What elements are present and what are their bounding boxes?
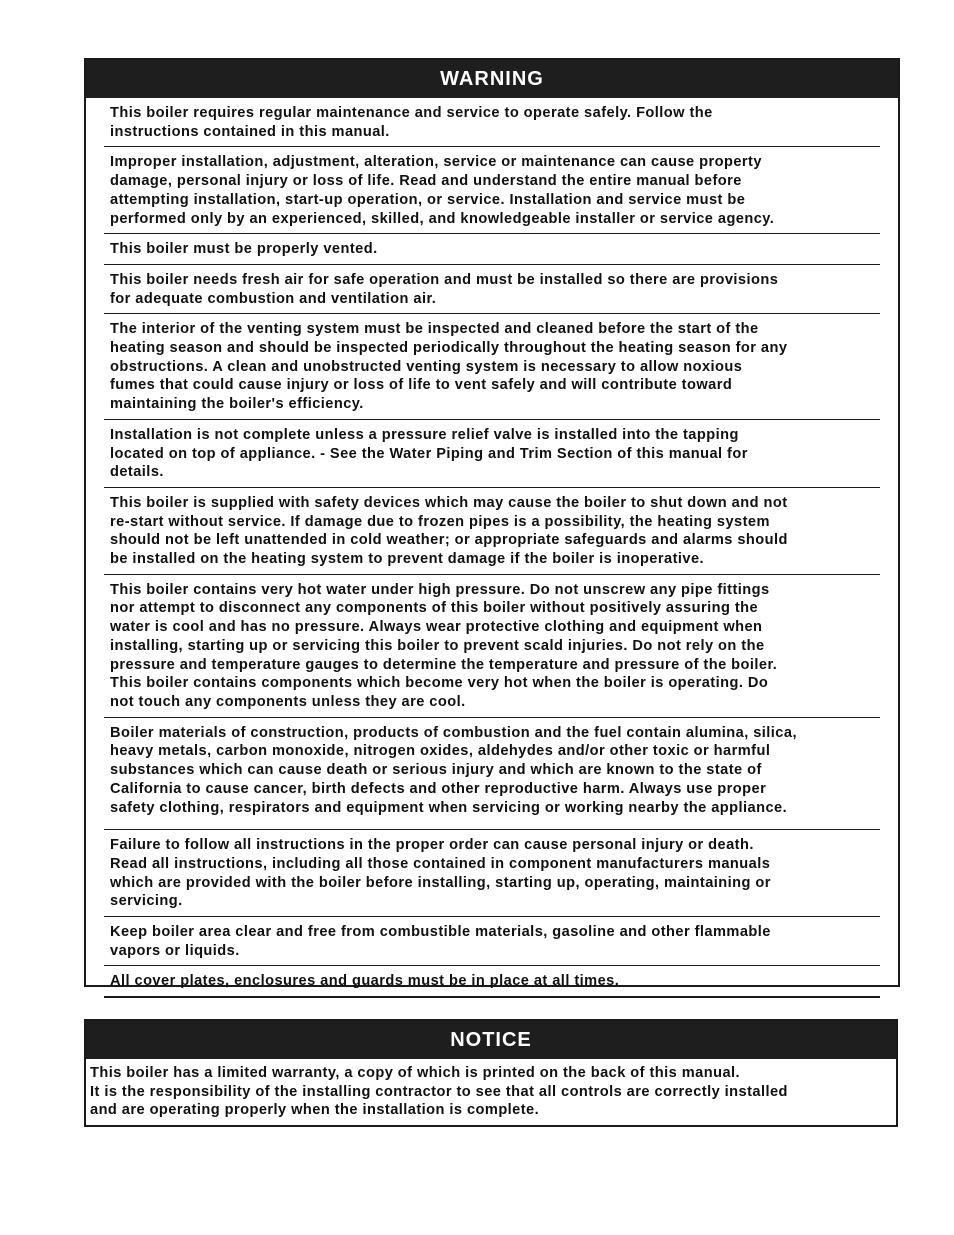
notice-title: NOTICE (86, 1021, 896, 1059)
warning-item-improper-installation: Improper installation, adjustment, alteration, service or maintenance can cause property damage, personal injury or loss of life. Read and understand the entire manual before attempting installation, start-up operation, or service. Installation and service must be performed only by an experienced, skilled, and knowledgeable installer or service agency. (104, 147, 880, 234)
warning-box (84, 58, 900, 990)
warning-item-fresh-air: This boiler needs fresh air for safe operation and must be installed so there are provisions for adequate combustion and ventilation air. (104, 265, 880, 314)
warning-title: WARNING (86, 60, 898, 98)
warning-item-combustibles: Keep boiler area clear and free from combustible materials, gasoline and other flammable vapors or liquids. (104, 917, 880, 966)
warning-item-follow-instructions: Failure to follow all instructions in the proper order can cause personal injury or death. Read all instructions, including all those contained in component manufacturers manuals which are provided with the boiler before installing, starting up, operating, maintaining or servicing. (104, 830, 880, 917)
warning-item-materials: Boiler materials of construction, products of combustion and the fuel contain alumina, silica, heavy metals, carbon monoxide, nitrogen oxides, aldehydes and/or other toxic or harmful substances which can cause death or serious injury and which are known to the state of California to cause cancer, birth defects and other reproductive harm. Always use proper safety clothing, respirators and equipment when servicing or working nearby the appliance. (104, 718, 880, 831)
warning-item-safety-devices: This boiler is supplied with safety devices which may cause the boiler to shut down and not re-start without service. If damage due to frozen pipes is a possibility, the heating system should not be left unattended in cold weather; or appropriate safeguards and alarms should be installed on the heating system to prevent damage if the boiler is inoperative. (104, 488, 880, 575)
notice-text: This boiler has a limited warranty, a copy of which is printed on the back of this manual. It is the responsibility of the installing contractor to see that all controls are correctly installed and are operating properly when the installation is complete. (90, 1065, 788, 1119)
warning-item-venting-inspection: The interior of the venting system must be inspected and cleaned before the start of the heating season and should be inspected periodically throughout the heating season for any obstructions. A clean and unobstructed venting system is necessary to allow noxious fumes that could cause injury or loss of life to vent safely and will contribute toward maintaining the boiler's efficiency. (104, 314, 880, 420)
warning-item-cover-plates: All cover plates, enclosures and guards must be in place at all times. (104, 966, 880, 998)
warning-item-venting: This boiler must be properly vented. (104, 234, 880, 265)
notice-box (84, 1019, 898, 1127)
warning-item-relief-valve: Installation is not complete unless a pressure relief valve is installed into the tapping located on top of appliance. - See the Water Piping and Trim Section of this manual for details. (104, 420, 880, 488)
warning-items (104, 98, 880, 998)
warning-item-maintenance: This boiler requires regular maintenance and service to operate safely. Follow the instructions contained in this manual. (104, 98, 880, 147)
warning-item-hot-water: This boiler contains very hot water under high pressure. Do not unscrew any pipe fittings nor attempt to disconnect any components of this boiler without positively assuring the water is cool and has no pressure. Always wear protective clothing and equipment when installing, starting up or servicing this boiler to prevent scald injuries. Do not rely on the pressure and temperature gauges to determine the temperature and pressure of the boiler. This boiler contains components which become very hot when the boiler is operating. Do not touch any components unless they are cool. (104, 575, 880, 718)
